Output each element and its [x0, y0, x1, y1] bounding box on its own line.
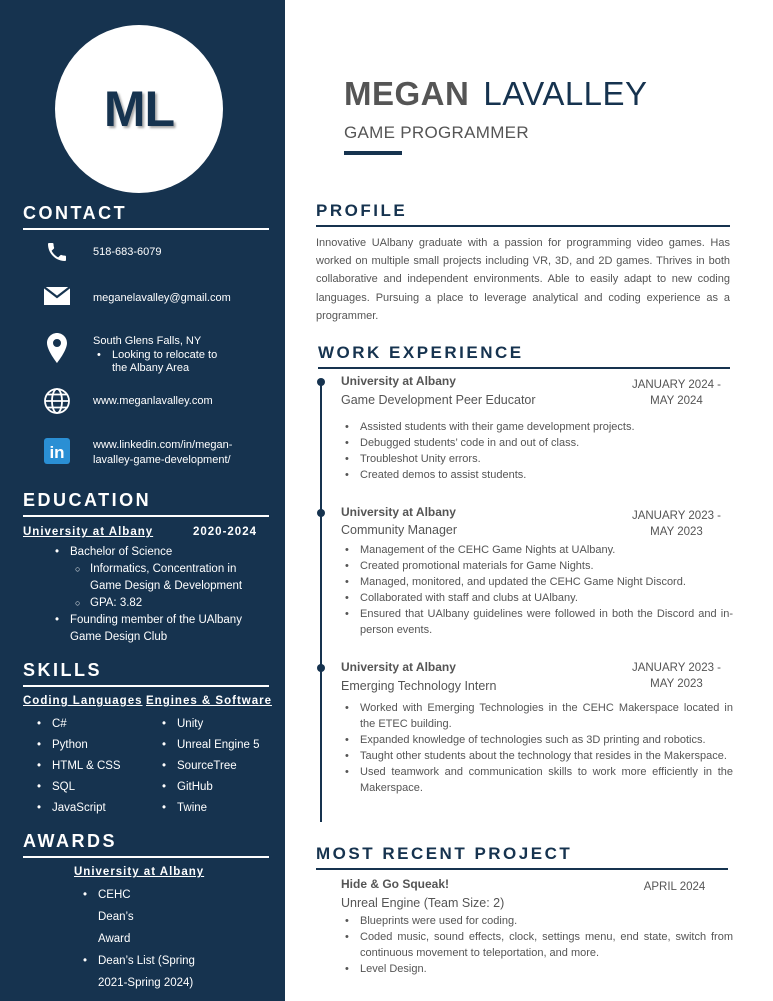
job-bullet: • Management of the CEHC Game Nights at UAlbany. [343, 542, 733, 558]
title-underline [344, 151, 402, 155]
job-bullet: • Worked with Emerging Technologies in the CEHC Makerspace located in the ETEC building. [343, 700, 733, 732]
sidebar [0, 0, 285, 1001]
engines-heading [146, 693, 272, 710]
job-bullet: • Collaborated with staff and clubs at UAlbany. [343, 590, 733, 606]
email-text[interactable]: meganelavalley@gmail.com [93, 292, 231, 304]
project-bullet: • Coded music, sound effects, clock, settings menu, end state, switch from continuous movement to teleportation, and more. [343, 929, 733, 961]
awards-list [81, 884, 221, 994]
svg-text:in: in [49, 443, 65, 462]
contact-location [42, 333, 218, 374]
project-bullet: • Blueprints were used for coding. [343, 913, 733, 929]
degree-text: Bachelor of Science [70, 546, 173, 558]
job-title: GAME PROGRAMMER [344, 123, 529, 142]
name-heading [344, 75, 648, 113]
awards-school [74, 864, 204, 881]
job-bullet: • Expanded knowledge of technologies such as 3D printing and robotics. [343, 732, 733, 748]
awards-heading: AWARDS [23, 831, 269, 858]
job-bullet: • Used teamwork and communication skills to work more efficiently in the Makerspace. [343, 764, 733, 796]
job-date: JANUARY 2023 - MAY 2023 [631, 662, 722, 690]
timeline-dot [317, 378, 325, 386]
timeline-line [320, 380, 322, 822]
job-bullet: • Debugged students’ code in and out of class. [343, 435, 733, 451]
coding-heading-text: Coding Languages [23, 695, 143, 707]
education-school-row [23, 524, 269, 541]
job-org: University at Albany [341, 374, 456, 388]
job-date: JANUARY 2023 - MAY 2023 [631, 510, 722, 538]
job-bullets [343, 542, 733, 638]
skill-item: • SourceTree [160, 756, 259, 777]
skill-item: • Twine [160, 798, 259, 819]
contact-phone [42, 239, 162, 265]
education-school: University at Albany [23, 526, 154, 538]
location-text: South Glens Falls, NY [93, 335, 202, 347]
concentration-text: ○ Informatics, Concentration in Game Design & Development [73, 561, 253, 595]
contact-heading: CONTACT [23, 203, 269, 230]
last-name: LAVALLEY [483, 75, 648, 112]
mail-icon [42, 286, 72, 306]
linkedin-text[interactable]: www.linkedin.com/in/megan-lavalley-game-development/ [93, 439, 233, 466]
engines-list [160, 714, 259, 819]
globe-icon [42, 387, 72, 415]
skill-item: • SQL [35, 777, 121, 798]
relocate-text: • Looking to relocate to the Albany Area [95, 349, 235, 375]
phone-text[interactable]: 518-683-6079 [93, 246, 162, 258]
job-role: Game Development Peer Educator [341, 393, 536, 407]
club-text: • Founding member of the UAlbany Game Design Club [53, 612, 253, 646]
skill-item: • Unreal Engine 5 [160, 735, 259, 756]
first-name: MEGAN [344, 75, 470, 112]
project-name: Hide & Go Squeak! [341, 877, 450, 891]
relocate-list [93, 349, 263, 375]
skill-item: • GitHub [160, 777, 259, 798]
job-bullet: • Managed, monitored, and updated the CEHC Game Night Discord. [343, 574, 733, 590]
education-heading: EDUCATION [23, 490, 269, 517]
job-bullet: • Assisted students with their game development projects. [343, 419, 733, 435]
job-date: JANUARY 2024 - MAY 2024 [631, 379, 722, 407]
job-org: University at Albany [341, 505, 456, 519]
skill-item: • HTML & CSS [35, 756, 121, 777]
degree-sublist [73, 561, 253, 612]
project-heading: MOST RECENT PROJECT [316, 844, 728, 870]
website-text[interactable]: www.meganlavalley.com [93, 395, 213, 407]
engines-heading-text: Engines & Software [146, 695, 272, 707]
timeline-dot [317, 664, 325, 672]
job-role: Emerging Technology Intern [341, 679, 497, 693]
award-item: • Dean’s List (Spring 2021-Spring 2024) [81, 950, 221, 994]
skill-item: • C# [35, 714, 121, 735]
skill-item: • JavaScript [35, 798, 121, 819]
gpa-text: ○ GPA: 3.82 [73, 595, 253, 612]
job-bullets [343, 700, 733, 796]
job-bullet: • Taught other students about the technology that resides in the Makerspace. [343, 748, 733, 764]
education-degree [53, 544, 253, 612]
skill-item: • Python [35, 735, 121, 756]
project-date: APRIL 2024 [643, 881, 706, 893]
contact-website [42, 387, 213, 415]
education-years: 2020-2024 [193, 526, 257, 538]
awards-school-text: University at Albany [74, 866, 205, 878]
profile-heading: PROFILE [316, 201, 730, 227]
skills-heading: SKILLS [23, 660, 269, 687]
monogram-text: ML [103, 81, 175, 137]
job-bullets [343, 419, 733, 483]
coding-heading [23, 693, 143, 710]
linkedin-icon [42, 437, 72, 465]
job-org: University at Albany [341, 660, 456, 674]
job-bullet: • Created demos to assist students. [343, 467, 733, 483]
project-bullet: • Level Design. [343, 961, 733, 977]
phone-icon [42, 239, 72, 265]
work-heading: WORK EXPERIENCE [318, 343, 730, 369]
location-pin-icon [42, 333, 72, 363]
profile-text: Innovative UAlbany graduate with a passion for programming video games. Has worked on multiple small projects including VR, 3D, and 2D games. Thrives in both collaborative and independent environments. Able to easily adapt to new coding languages. Pursuing a place to leverage analytical and coding experience as a programmer. [316, 237, 730, 322]
education-details [53, 544, 253, 646]
job-bullet: • Ensured that UAlbany guidelines were followed in both the Discord and in-person events. [343, 606, 733, 638]
project-bullets [343, 913, 733, 977]
project-engine: Unreal Engine (Team Size: 2) [341, 896, 505, 910]
education-list [53, 544, 253, 646]
timeline-dot [317, 509, 325, 517]
skill-item: • Unity [160, 714, 259, 735]
monogram-avatar [55, 25, 223, 193]
job-bullet: • Troubleshot Unity errors. [343, 451, 733, 467]
coding-list [35, 714, 121, 819]
contact-linkedin [42, 437, 233, 466]
job-bullet: • Created promotional materials for Game Nights. [343, 558, 733, 574]
job-role: Community Manager [341, 523, 458, 537]
location-block [93, 334, 263, 375]
award-item: • CEHC Dean’s Award [81, 884, 161, 950]
contact-email [42, 286, 231, 306]
